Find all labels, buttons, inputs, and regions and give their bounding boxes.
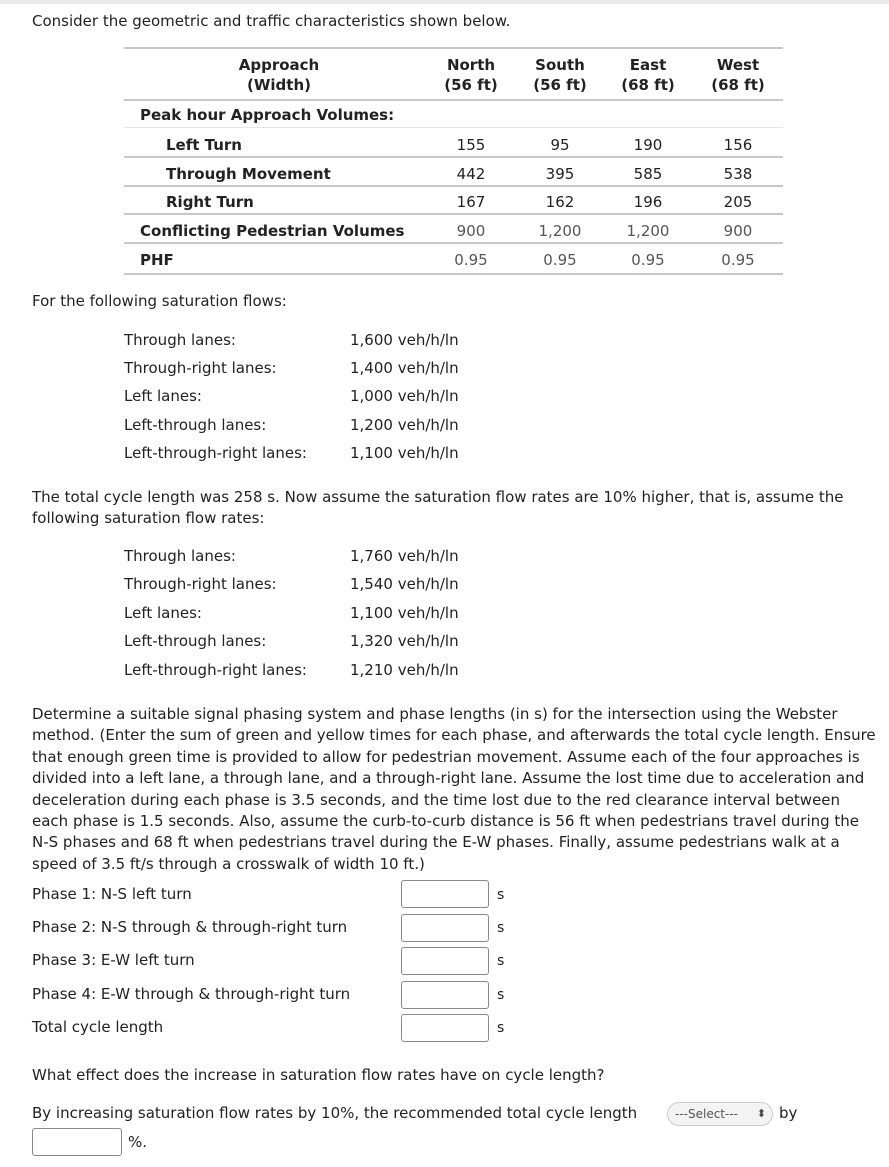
west-header (703, 55, 773, 95)
phase-3-unit: s (497, 953, 505, 969)
left-turn-west: 156 (723, 136, 753, 154)
effect-select-value: ---Select--- (675, 1107, 738, 1121)
west-header-width: (68 ft) (711, 76, 765, 94)
phase-2-input[interactable] (401, 914, 489, 942)
sat2-label: Through-right lanes: (124, 575, 277, 593)
sat1-label: Through-right lanes: (124, 359, 277, 377)
right-turn-west: 205 (723, 193, 753, 211)
west-header-name: West (716, 56, 760, 74)
sat1-value: 1,000 veh/h/ln (350, 387, 459, 405)
sat1-value: 1,600 veh/h/ln (350, 331, 459, 349)
sat1-label: Left lanes: (124, 387, 202, 405)
row-rule (124, 127, 783, 128)
phase-4-input[interactable] (401, 981, 489, 1009)
approach-header-label: Approach (238, 56, 320, 74)
sat-flows-intro: For the following saturation flows: (32, 292, 287, 310)
sat1-label: Through lanes: (124, 331, 236, 349)
cycle-length-text: The total cycle length was 258 s. Now assume the saturation flow rates are 10% higher, that is, assume the following saturation flow rates: (32, 488, 844, 528)
through-south: 395 (545, 165, 575, 183)
through-east: 585 (633, 165, 663, 183)
section-label: Peak hour Approach Volumes: (140, 106, 395, 124)
sat1-value: 1,400 veh/h/ln (350, 359, 459, 377)
sat2-value: 1,320 veh/h/ln (350, 632, 459, 650)
east-header-name: East (629, 56, 667, 74)
total-cycle-input[interactable] (401, 1014, 489, 1042)
ped-west: 900 (723, 222, 753, 240)
phase-1-label: Phase 1: N-S left turn (32, 885, 192, 903)
percent-unit: %. (128, 1133, 148, 1151)
answer-suffix: by (779, 1104, 798, 1122)
phase-4-unit: s (497, 987, 505, 1003)
row-label-right-turn: Right Turn (166, 193, 254, 211)
phf-north: 0.95 (454, 251, 488, 269)
row-label-phf: PHF (140, 251, 174, 269)
through-north: 442 (456, 165, 486, 183)
total-cycle-label: Total cycle length (32, 1018, 164, 1036)
answer-prefix: By increasing saturation flow rates by 10%, the recommended total cycle length (32, 1104, 638, 1122)
right-turn-east: 196 (633, 193, 663, 211)
row-label-left-turn: Left Turn (166, 136, 242, 154)
row-rule (124, 156, 783, 158)
north-header-width: (56 ft) (444, 76, 498, 94)
sat2-value: 1,540 veh/h/ln (350, 575, 459, 593)
left-turn-north: 155 (456, 136, 486, 154)
chevron-updown-icon: ⬍ (756, 1107, 766, 1120)
phase-2-label: Phase 2: N-S through & through-right turn (32, 918, 348, 936)
ped-north: 900 (456, 222, 486, 240)
row-rule (124, 213, 783, 215)
percent-input[interactable] (32, 1128, 122, 1156)
approach-header (219, 55, 339, 95)
sat1-value: 1,200 veh/h/ln (350, 416, 459, 434)
left-turn-south: 95 (550, 136, 570, 154)
instructions-text: Determine a suitable signal phasing system and phase lengths (in s) for the intersection using the Webster method. (Enter the sum of green and yellow times for each phase, and afterwards the total cycle length. Ensure that enough green time is provided to allow for pedestrian movement. Assume each of the four approaches is divided into a left lane, a through lane, and a through-right lane. Assume the lost time due to acceleration and deceleration during each phase is 3.5 seconds, and the time lost due to the red clearance interval between each phase is 1.5 seconds. Also, assume the curb-to-curb distance is 56 ft when pedestrians travel during the N-S phases and 68 ft when pedestrians travel during the E-W phases. Finally, assume pedestrians walk at a speed of 3.5 ft/s through a crosswalk of width 10 ft.) (32, 705, 876, 873)
effect-question: What effect does the increase in saturation flow rates have on cycle length? (32, 1066, 605, 1084)
east-header (613, 55, 683, 95)
row-rule (124, 242, 783, 244)
row-label-pedestrian: Conflicting Pedestrian Volumes (140, 222, 405, 240)
sat1-label: Left-through lanes: (124, 416, 267, 434)
approach-header-width: (Width) (247, 76, 311, 94)
east-header-width: (68 ft) (621, 76, 675, 94)
south-header-width: (56 ft) (533, 76, 587, 94)
phase-1-input[interactable] (401, 880, 489, 908)
north-header (436, 55, 506, 95)
phase-3-label: Phase 3: E-W left turn (32, 951, 195, 969)
intro-text: Consider the geometric and traffic characteristics shown below. (32, 12, 511, 30)
right-turn-south: 162 (545, 193, 575, 211)
left-turn-east: 190 (633, 136, 663, 154)
phase-3-input[interactable] (401, 947, 489, 975)
sat2-label: Left-through lanes: (124, 632, 267, 650)
phase-2-unit: s (497, 920, 505, 936)
sat2-value: 1,100 veh/h/ln (350, 604, 459, 622)
sat1-value: 1,100 veh/h/ln (350, 444, 459, 462)
right-turn-north: 167 (456, 193, 486, 211)
phf-south: 0.95 (543, 251, 577, 269)
ped-south: 1,200 (538, 222, 582, 240)
effect-select[interactable] (667, 1102, 773, 1126)
row-label-through: Through Movement (166, 165, 331, 183)
total-cycle-unit: s (497, 1020, 505, 1036)
south-header (525, 55, 595, 95)
phase-1-unit: s (497, 887, 505, 903)
phf-west: 0.95 (721, 251, 755, 269)
sat2-value: 1,760 veh/h/ln (350, 547, 459, 565)
ped-east: 1,200 (626, 222, 670, 240)
sat2-value: 1,210 veh/h/ln (350, 661, 459, 679)
sat2-label: Left-through-right lanes: (124, 661, 307, 679)
sat1-label: Left-through-right lanes: (124, 444, 307, 462)
row-rule (124, 185, 783, 187)
through-west: 538 (723, 165, 753, 183)
sat2-label: Through lanes: (124, 547, 236, 565)
south-header-name: South (535, 56, 585, 74)
header-rule (124, 99, 783, 101)
sat2-label: Left lanes: (124, 604, 202, 622)
phase-4-label: Phase 4: E-W through & through-right turn (32, 985, 351, 1003)
table-top-rule (124, 47, 783, 49)
table-bottom-rule (124, 273, 783, 275)
north-header-name: North (446, 56, 496, 74)
phf-east: 0.95 (631, 251, 665, 269)
top-border (0, 0, 889, 4)
